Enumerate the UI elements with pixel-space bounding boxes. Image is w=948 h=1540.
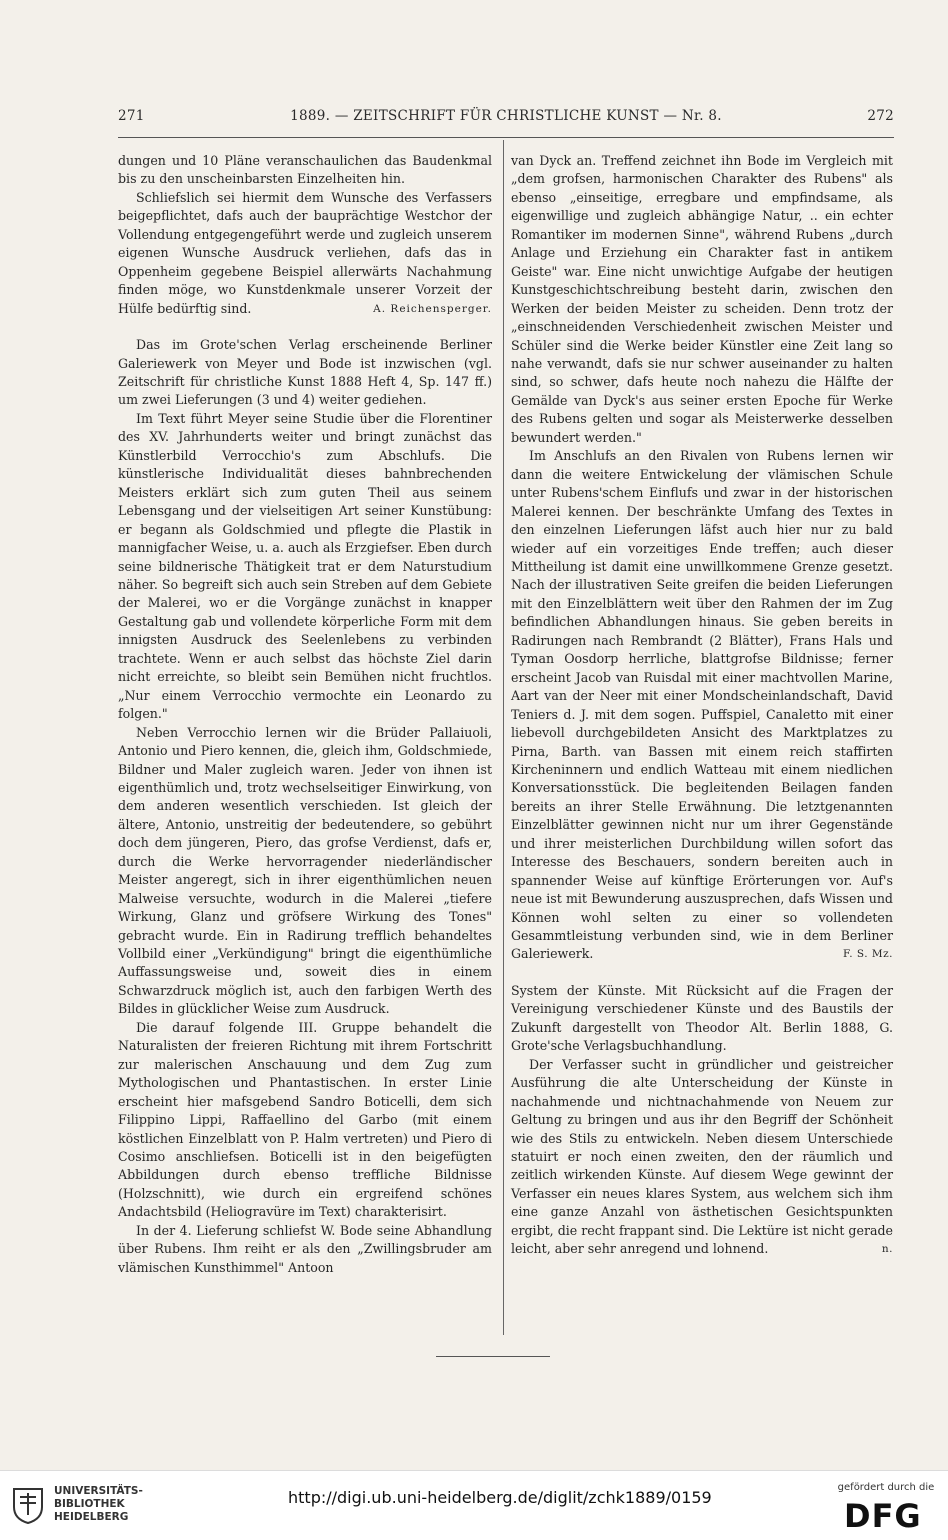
paragraph: In der 4. Lieferung schliefst W. Bode seine Abhandlung über Rubens. Ihm reiht er als den „Zwillingsbruder am vlämischen Kunsthimmel" Antoon (118, 1222, 492, 1275)
paragraph: Das im Grote'schen Verlag erscheinende Berliner Galeriewerk von Meyer und Bode ist inzwischen (vgl. Zeitschrift für christliche Kunst 1888 Heft 4, Sp. 147 ff.) um zwei Lieferungen (3 und 4) weiter gediehen. (118, 337, 492, 408)
paragraph (511, 1056, 893, 1259)
paragraph (118, 189, 492, 318)
university-seal-icon (10, 1485, 46, 1525)
page-number-left: 271 (118, 108, 145, 124)
paragraph (511, 447, 893, 964)
end-rule (436, 1356, 550, 1357)
column-divider (503, 140, 504, 1335)
header-rule (118, 137, 894, 138)
permalink-url[interactable]: http://digi.ub.uni-heidelberg.de/diglit/zchk1889/0159 (288, 1488, 712, 1507)
journal-title: 1889. — ZEITSCHRIFT FÜR CHRISTLICHE KUNST — Nr. 8. (290, 108, 722, 124)
paragraph-text: Im Anschlufs an den Rivalen von Rubens lernen wir dann die weitere Entwickelung der vlämischen Schule unter Rubens'schem Einflufs und zwar in der historischen Malerei kennen. Der beschränkte Umfang des Textes in den einzelnen Lieferungen läfst auch hier nur zu bald wieder auf ein vorzeitiges Ende treffen; auch dieser Mittheilung ist damit eine unwillkommene Grenze gesetzt. Nach der illustrativen Seite greifen die beiden Lieferungen mit den Einzelblättern weit über den Rahmen der im Zug befindlichen Abhandlungen hinaus. Sie geben bereits in Radirungen nach Rembrandt (2 Blätter), Frans Hals und Tyman Oosdorp herrliche, blattgrofse Bildnisse; ferner erscheint Jacob van Ruisdal mit einer machtvollen Marine, Aart van der Neer mit einer Mondscheinlandschaft, David Teniers d. J. mit dem sogen. Puffspiel, Canaletto mit einer liebevoll durchgebildeten Ansicht des Marktplatzes zu Pirna, Barth. van Bassen mit einem reich staffirten Kircheninnern und endlich Watteau mit einem niedlichen Konversationsstück. Die begleitenden Beilagen fanden bereits an ihrer Stelle Erwähnung. Die letztgenannten Einzelblätter gewinnen nicht nur um ihrer Gegenstände und ihrer meisterlichen Durchbildung willen sofort das Interesse des Beschauers, sondern bereiten auch in spannender Weise auf künftige Erörterungen vor. Auf's neue ist mit Bewunderung auszusprechen, dafs Wissen und Können wohl selten zu einer so vollendeten Gesammtleistung verbunden sind, wie in dem Berliner Galeriewerk. (511, 448, 893, 962)
library-name-line: UNIVERSITÄTS- (54, 1485, 143, 1497)
paragraph: van Dyck an. Treffend zeichnet ihn Bode im Vergleich mit „dem grofsen, harmonischen Charakter des Rubens" als ebenso „einseitige, erregbare und empfindsame, als eigenwillige und zugleich abhängige Natur, .. ein echter Romantiker im modernen Sinne", während Rubens „durch Anlage und Erziehung ein Charakter fast in antikem Geiste" war. Eine nicht unwichtige Aufgabe der heutigen Kunstgeschichtschreibung besteht darin, zwischen den Werken der beiden Meister zu scheiden. Denn trotz der „einschneidenden Verschiedenheit zwischen Meister und Schüler sind die Werke beider Künstler eine Zeit lang so nahe verwandt, dafs sie nur schwer auseinander zu halten sind, so schwer, dafs heute noch nahezu die Hälfte der Gemälde van Dyck's aus seiner ersten Epoche für Werke des Rubens gelten und sogar als Meisterwerke desselben bewundert werden." (511, 153, 893, 445)
library-name (54, 1485, 143, 1524)
author-signature: F. S. Mz. (843, 948, 893, 961)
library-name-line: HEIDELBERG (54, 1511, 129, 1523)
paragraph: Die darauf folgende III. Gruppe behandelt die Naturalisten der freieren Richtung mit ihrem Fortschritt zur malerischen Anschauung und dem Zug zum Mythologischen und Phantastischen. In erster Linie erscheint hier mafsgebend Sandro Boticelli, dem sich Filippino Lippi, Raffaellino del Garbo (mit einem köstlichen Einzelblatt von P. Halm vertreten) und Piero di Cosimo anschliefsen. Boticelli ist in den beigefügten Abbildungen durch ebenso treffliche Bildnisse (Holzschnitt), wie durch ein ergreifend schönes Andachtsbild (Heliogravüre im Text) charakterisirt. (118, 1019, 492, 1220)
page-number-right: 272 (867, 108, 894, 124)
running-header (118, 104, 894, 128)
library-name-line: BIBLIOTHEK (54, 1498, 125, 1510)
left-column (118, 152, 492, 1277)
funded-by-label: gefördert durch die (837, 1482, 935, 1493)
dfg-logo: DFG (844, 1497, 922, 1535)
footer-bar (0, 1470, 948, 1540)
paragraph: Neben Verrocchio lernen wir die Brüder Pallaiuoli, Antonio und Piero kennen, die, gleich ihm, Goldschmiede, Bildner und Maler zugleich waren. Jeder von ihnen ist eigenthümlich und, trotz wechselseitiger Einwirkung, von dem anderen wesentlich verschieden. Ist gleich der ältere, Antonio, unstreitig der bedeutendere, so gebührt doch dem jüngeren, Piero, das grofse Verdienst, dafs er, durch die Werke hervorragender niederländischer Meister angeregt, sich in ihrer eigenthümlichen neuen Malweise versuchte, wodurch in die Malerei „tiefere Wirkung, Glanz und gröfsere Wirkung des Tones" gebracht wurde. Ein in Radirung trefflich behandeltes Vollbild einer „Verkündigung" bringt die eigenthümliche Auffassungsweise und, soweit dies in einem Schwarzdruck möglich ist, auch den farbigen Werth des Bildes in glücklicher Weise zum Ausdruck. (118, 724, 492, 1017)
paragraph: Im Text führt Meyer seine Studie über die Florentiner des XV. Jahrhunderts weiter und bringt zunächst das Künstlerbild Verrocchio's zum Abschlufs. Die künstlerische Individualität dieses bahnbrechenden Meisters erklärt sich zum guten Theil aus seinem Lebensgang und der vielseitigen Art seiner Kunstübung: er begann als Goldschmied und pflegte die Plastik in mannigfacher Weise, u. a. auch als Erzgiefser. Eben durch seine bildnerische Thätigkeit trat er dem Naturstudium näher. So begreift sich auch sein Streben auf dem Gebiete der Malerei, wo er die Vorgänge zunächst in knapper Gestaltung gab und vollendete körperliche Form mit dem innigsten Ausdruck des Seelenlebens zu verbinden trachtete. Wenn er auch selbst das höchste Ziel darin nicht erreichte, so bleibt sein Bemühen nicht fruchtlos. „Nur einem Verrocchio vermochte ein Leonardo zu folgen." (118, 410, 492, 722)
author-signature: A. Reichensperger. (373, 302, 492, 315)
paragraph-text: Schliefslich sei hiermit dem Wunsche des Verfassers beigepflichtet, dafs auch der bauprächtige Westchor der Vollendung entgegengeführt werde und zugleich unserem eigenen Wunsche Ausdruck verliehen, dafs das in Oppenheim gegebene Beispiel allerwärts Nachahmung finden möge, wo Kunstdenkmale unserer Vorzeit der Hülfe bedürftig sind. (118, 189, 492, 316)
right-column (511, 152, 893, 1259)
paragraph-text: Der Verfasser sucht in gründlicher und geistreicher Ausführung die alte Unterscheidung der Künste in nachahmende und nichtnachahmende von Neuem zur Geltung zu bringen und aus ihr den Begriff der Schönheit wie des Stils zu entwickeln. Neben diesem Unterschiede statuirt er noch einen zweiten, den der räumlich und zeitlich wirkenden Künste. Auf diesem Wege gewinnt der Verfasser ein neues klares System, aus welchem sich ihm eine ganze Anzahl von ästhetischen Gesichtspunkten ergibt, die recht frappant sind. Die Lektüre ist nicht gerade leicht, aber sehr anregend und lohnend. (511, 1056, 893, 1257)
paragraph: dungen und 10 Pläne veranschaulichen das Baudenkmal bis zu den unscheinbarsten Einzelheiten hin. (118, 153, 492, 187)
book-title-entry: System der Künste. Mit Rücksicht auf die Fragen der Vereinigung verschiedener Künste und des Baustils der Zukunft dargestellt von Theodor Alt. Berlin 1888, G. Grote'sche Verlagsbuchhandlung. (511, 982, 893, 1054)
author-signature: n. (881, 1243, 893, 1256)
